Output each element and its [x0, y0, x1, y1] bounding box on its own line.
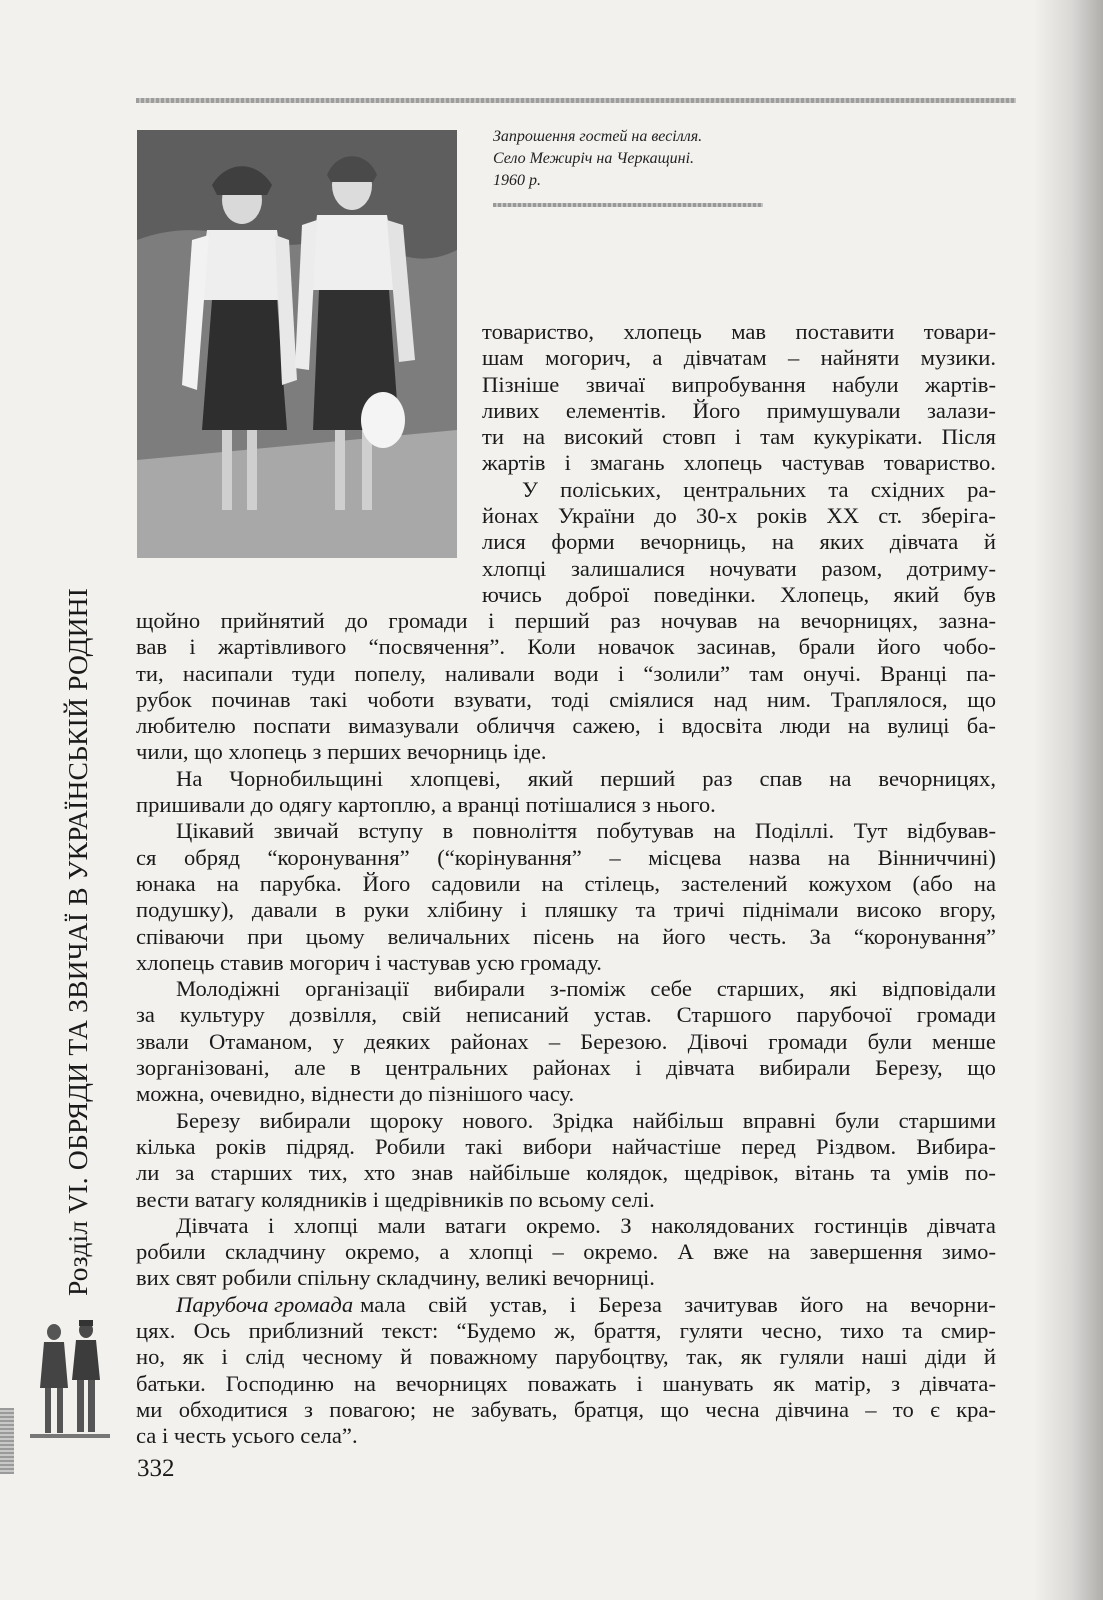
text-line: кілька років підряд. Робили такі вибори найчастіше перед Різдвом. Вибира-	[136, 1133, 996, 1159]
text-line: хлопці залишалися ночувати разом, дотриму-	[482, 555, 996, 581]
caption-line: 1960 р.	[493, 172, 541, 189]
text-line: но, як і слід чесному й поважному парубоцтву, так, як гуляли наші діди й	[136, 1344, 996, 1370]
text-line	[136, 1292, 996, 1318]
text-line: вав і жартівливого “посвячення”. Коли новачок засинав, брали його чобо-	[136, 634, 996, 660]
text-line: ливих елементів. Його примушували залази-	[482, 397, 996, 423]
text-line: рубок починав такі чоботи взувати, тоді сміялися над ним. Траплялося, що	[136, 686, 996, 712]
text-line: вих свят робили спільну складчину, великі вечорниці.	[136, 1265, 655, 1291]
text-line: лися форми вечорниць, на яких дівчата й	[482, 529, 996, 555]
text-line: зорганізовані, але в центральних районах і дівчата вибирали Березу, що	[136, 1055, 996, 1081]
caption-rule	[493, 203, 763, 207]
text-line: Березу вибирали щороку нового. Зрідка найбільш вправні були старшими	[176, 1107, 996, 1133]
text-line-rest: мала свій устав, і Береза зачитував його на вечорни-	[360, 1291, 996, 1317]
section-title-vertical: Розділ VI. ОБРЯДИ ТА ЗВИЧАЇ В УКРАЇНСЬКІЙ РОДИНІ	[62, 587, 93, 1296]
margin-strip	[0, 1408, 14, 1474]
text-line: за культуру дозвілля, свій неписаний устав. Старшого парубочої громади	[136, 1002, 996, 1028]
caption-line: Село Межиріч на Черкащині.	[493, 150, 695, 167]
text-line: батьки. Господиню на вечорницях поважать і шанувать як матір, з дівчата-	[136, 1370, 996, 1396]
text-line: Пізніше звичаї випробування набули жартів-	[482, 371, 996, 397]
page-number: 332	[137, 1455, 175, 1482]
caption-line: Запрошення гостей на весілля.	[493, 128, 703, 145]
wedding-photo	[137, 130, 457, 558]
text-line: любителю поспати вимазували обличчя сажею, і вдосвіта люди на вулиці ба-	[136, 713, 996, 739]
text-line: подушку), давали в руки хлібину і пляшку та тричі піднімали високо вгору,	[136, 897, 996, 923]
page-edge-shadow	[1033, 0, 1103, 1600]
text-line: У поліських, центральних та східних ра-	[522, 476, 996, 502]
folk-figures-ornament	[30, 1318, 110, 1444]
text-line: товариство, хлопець мав поставити товари-	[482, 319, 996, 344]
body-text	[136, 608, 996, 1450]
text-line: щойно прийнятий до громади і перший раз ночував на вечорницях, зазна-	[136, 608, 996, 633]
text-line: ли за старших тих, хто знав найбільше колядок, щедрівок, вітань та умів по-	[136, 1160, 996, 1186]
header-rule	[136, 98, 1016, 103]
text-line: хлопець ставив могорич і частував усю громаду.	[136, 949, 602, 975]
text-line: співаючи при цьому величальних пісень на його честь. За “коронування”	[136, 923, 996, 949]
photo-caption	[493, 126, 793, 192]
text-line: ти на високий стовп і там кукурікати. Після	[482, 424, 996, 450]
text-line: цях. Ось приблизний текст: “Будемо ж, браття, гуляти чесно, тихо та смир-	[136, 1318, 996, 1344]
text-line: Молодіжні організації вибирали з-поміж себе старших, які відповідали	[176, 976, 996, 1002]
text-line: са і честь усього села”.	[136, 1423, 358, 1449]
text-line: робили складчину окремо, а хлопці – окремо. А вже на завершення зимо-	[136, 1239, 996, 1265]
text-line: йонах України до 30-х років XX ст. зберіга-	[482, 503, 996, 529]
text-line: ти, насипали туди попелу, наливали води і “золили” там онучі. Вранці па-	[136, 660, 996, 686]
text-line: шам могорич, а дівчатам – найняти музики.	[482, 345, 996, 371]
text-line: жартів і змагань хлопець частував товариство.	[482, 450, 996, 476]
text-line: юнака на парубка. Його садовили на стілець, застелений кожухом (або на	[136, 870, 996, 896]
text-line: Дівчата і хлопці мали ватаги окремо. З наколядованих гостинців дівчата	[176, 1212, 996, 1238]
text-line: ми обходитися з повагою; не забувать, братця, що чесна дівчина – то є кра-	[136, 1396, 996, 1422]
text-line: чили, що хлопець з перших вечорниць іде.	[136, 739, 547, 765]
text-line: ючись доброї поведінки. Хлопець, який був	[482, 581, 996, 607]
text-line: вести ватагу колядників і щедрівників по всьому селі.	[136, 1186, 655, 1212]
text-line: ся обряд “коронування” (“корінування” – місцева назва на Вінниччині)	[136, 844, 996, 870]
italic-term: Парубоча громада	[176, 1291, 354, 1317]
text-line: можна, очевидно, віднести до пізнішого часу.	[136, 1081, 575, 1107]
text-line: звали Отаманом, у деяких районах – Березою. Дівочі громади були менше	[136, 1028, 996, 1054]
column-text	[482, 319, 996, 608]
text-line: Цікавий звичай вступу в повноліття побутував на Поділлі. Тут відбував-	[176, 818, 996, 844]
text-line: На Чорнобильщині хлопцеві, який перший раз спав на вечорницях,	[176, 765, 996, 791]
text-line: пришивали до одягу картоплю, а вранці потішалися з нього.	[136, 792, 716, 818]
